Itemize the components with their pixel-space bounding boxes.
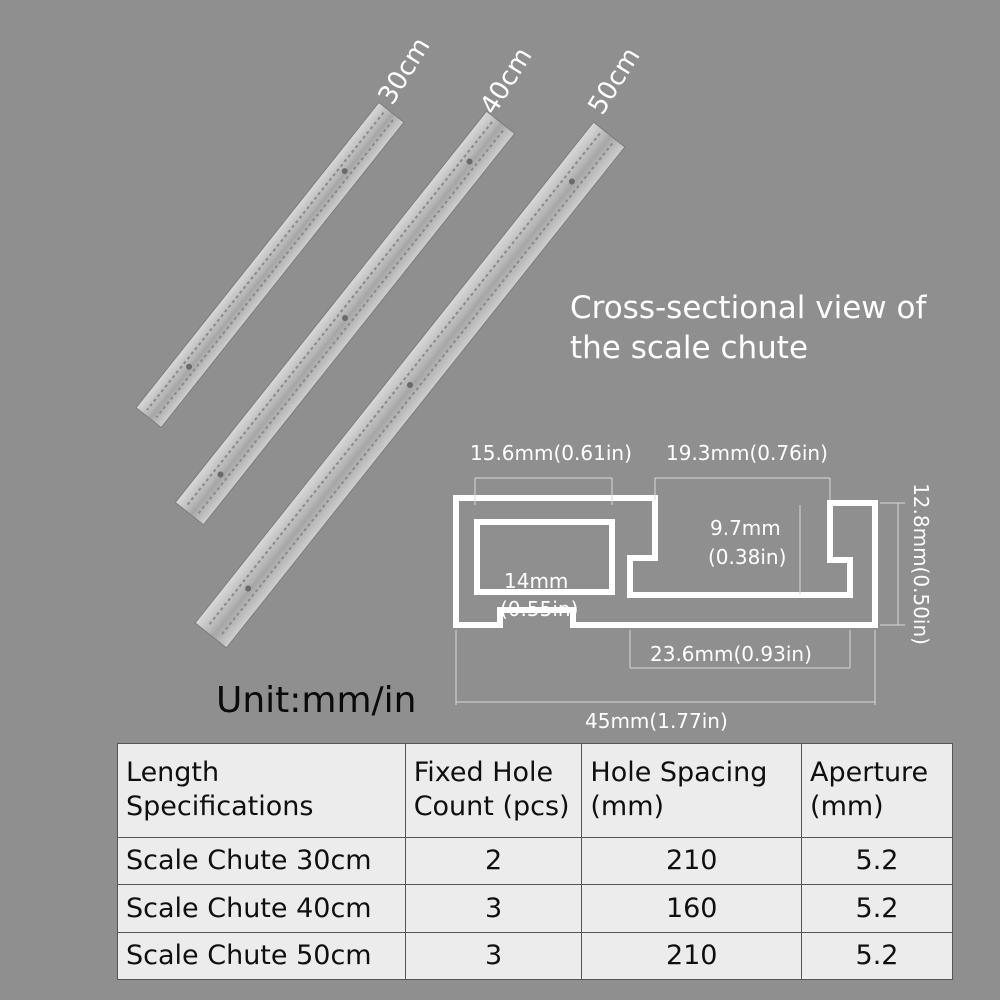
- table-header-cell: Length Specifications: [118, 744, 406, 838]
- table-cell: Scale Chute 30cm: [118, 837, 406, 884]
- table-row: [118, 885, 953, 932]
- dim-inner-height-in: (0.38in): [708, 545, 787, 569]
- dim-bottom-inner: 23.6mm(0.93in): [650, 642, 812, 666]
- spec-table: [117, 743, 953, 980]
- table-cell: 5.2: [802, 932, 953, 979]
- table-row: [118, 837, 953, 884]
- table-header-cell: Fixed Hole Count (pcs): [405, 744, 582, 838]
- table-row: [118, 932, 953, 979]
- cross-section-title: Cross-sectional view of the scale chute: [570, 290, 927, 366]
- table-header-cell: Hole Spacing (mm): [582, 744, 802, 838]
- table-cell: 210: [582, 932, 802, 979]
- table-cell: 5.2: [802, 837, 953, 884]
- rail-label-50cm: 50cm: [582, 42, 647, 120]
- rail-label-40cm: 40cm: [474, 42, 539, 120]
- table-cell: 2: [405, 837, 582, 884]
- dim-top-left: 15.6mm(0.61in): [470, 441, 632, 465]
- dim-left-slot-in: (0.55in): [500, 597, 579, 621]
- table-header-row: [118, 744, 953, 838]
- unit-label: Unit:mm/in: [216, 680, 417, 721]
- dim-left-slot: 14mm: [504, 569, 569, 593]
- table-cell: 160: [582, 885, 802, 932]
- dim-inner-height: 9.7mm: [710, 516, 781, 540]
- table-cell: 210: [582, 837, 802, 884]
- dim-height: 12.8mm(0.50in): [908, 483, 933, 645]
- table-header-cell: Aperture (mm): [802, 744, 953, 838]
- table-cell: 3: [405, 932, 582, 979]
- dim-top-right: 19.3mm(0.76in): [666, 441, 828, 465]
- table-cell: Scale Chute 50cm: [118, 932, 406, 979]
- table-cell: 5.2: [802, 885, 953, 932]
- rail-label-30cm: 30cm: [372, 32, 437, 110]
- dim-total-width: 45mm(1.77in): [585, 709, 728, 733]
- table-cell: 3: [405, 885, 582, 932]
- table-cell: Scale Chute 40cm: [118, 885, 406, 932]
